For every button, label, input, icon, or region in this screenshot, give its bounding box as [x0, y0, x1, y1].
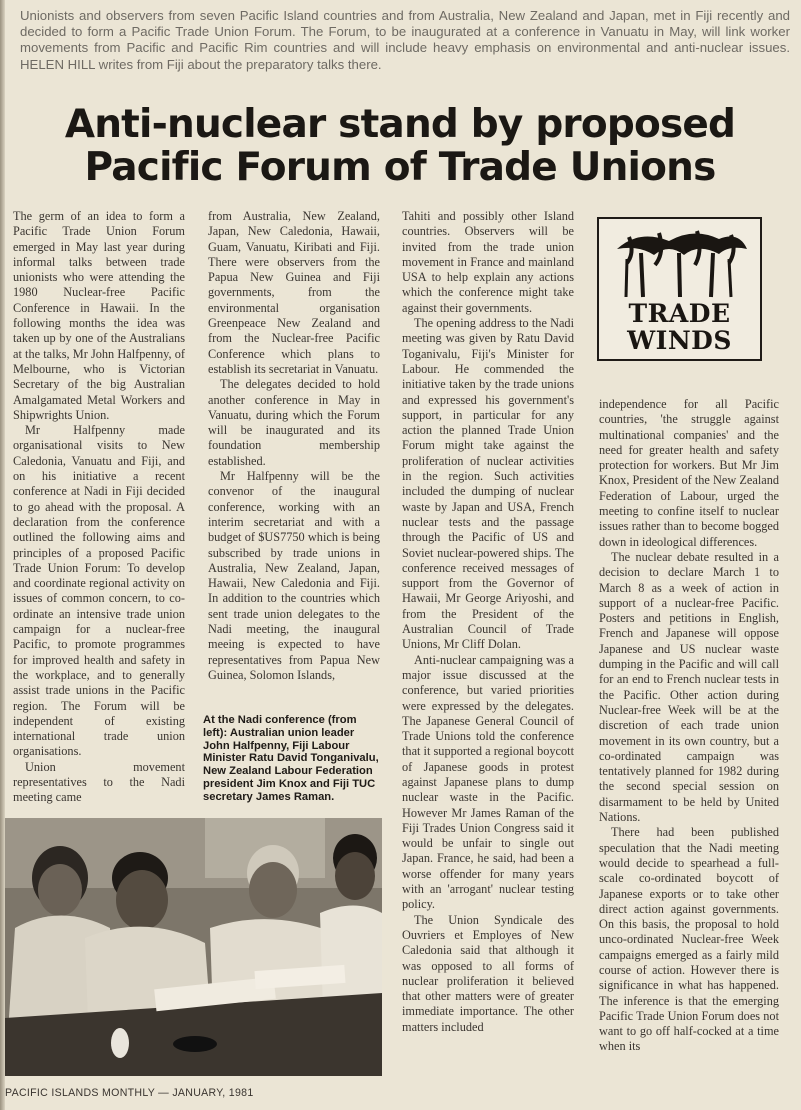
article-column-1: [13, 209, 185, 806]
article-column-3: [402, 209, 574, 1035]
logo-line-1: TRADE: [628, 299, 731, 328]
headline-line-1: Anti-nuclear stand by proposed: [64, 102, 736, 147]
article-column-2: [208, 209, 380, 683]
paragraph: from Australia, New Zealand, Japan, New Caledonia, Hawaii, Guam, Vanuatu, Kiribati and Fiji. There were observers from the Papua New Guinea and Fiji governments, from the environmental organisation Greenpeace New Zealand and from the Nuclear-free Pacific Conference which plans to establish its secretariat in Vanuatu.: [208, 209, 380, 376]
article-headline: [20, 103, 780, 189]
paragraph: There had been published speculation that the Nadi meeting would decide to spearhead a full-scale co-ordinated boycott of Japanese exports or to take other direct action against governments. On this basis, the proposal to hold unco-ordinated Nuclear-free Week campaigns emerged as a fairly mild course of action. However there is significance in what has happened. The inference is that the emerging Pacific Trade Union Forum does not want to go off half-cocked at a time when its: [599, 825, 779, 1054]
article-standfirst: Unionists and observers from seven Pacific Island countries and from Australia, New Zealand and Japan, met in Fiji recently and decided to form a Pacific Trade Union Forum. The Forum, to be inaugurated at a conference in Vanuatu in May, will link worker movements from Pacific and Pacific Rim countries and will include heavy emphasis on environmental and anti-nuclear issues. HELEN HILL writes from Fiji about the preparatory talks there.: [20, 8, 790, 72]
palm-trees-icon: [599, 219, 760, 304]
headline-line-2: Pacific Forum of Trade Unions: [84, 145, 716, 190]
conference-photo-image: [5, 818, 382, 1076]
paragraph: Anti-nuclear campaigning was a major issue discussed at the conference, but varied priorities were expressed by the delegates. The Japanese General Council of Trade Unions told the conference that it supported a regional boycott of Japanese goods in protest against Japanese plans to dump nuclear waste in the Pacific. However Mr James Raman of the Fiji Trades Union Congress said it would be unfair to single out Japan. France, he said, had been a worse offender for many years with an 'arrogant' nuclear testing policy.: [402, 652, 574, 912]
paragraph: The Union Syndicale des Ouvriers et Employes of New Caledonia said that although it was opposed to all forms of nuclear proliferation it believed that other matters were of greater immediate importance. The other matters included: [402, 912, 574, 1034]
paragraph: The delegates decided to hold another conference in May in Vanuatu, during which the Forum will be inaugurated and its foundation membership established.: [208, 377, 380, 468]
conference-photo: [5, 818, 382, 1076]
photo-caption: At the Nadi conference (from left): Australian union leader John Halfpenny, Fiji Labour Minister Ratu David Tonganivalu, New Zealand Labour Federation president Jim Knox and Fiji TUC secretary James Raman.: [203, 714, 379, 803]
paragraph: independence for all Pacific countries, 'the struggle against multinational companies' and the need for greater health and safety protection for workers. But Mr Jim Knox, President of the New Zealand Federation of Labour, urged the meeting to confine itself to nuclear issues rather than to become bogged down in ideological differences.: [599, 397, 779, 549]
paragraph: Union movement representatives to the Nadi meeting came: [13, 759, 185, 805]
paragraph: Tahiti and possibly other Island countries. Observers will be invited from the trade union movement in France and mainland USA to help explain any actions which the conference might take against their governments.: [402, 209, 574, 315]
paragraph: The opening address to the Nadi meeting was given by Ratu David Toganivalu, Fiji's Minister for Labour. He commended the initiative taken by the trade unions and expressed his government's support, in particular for any action the planned Trade Union Forum might take against the proliferation of nuclear activities in the region. Such activities included the dumping of nuclear waste by Japan and USA, French nuclear tests and the passage through the Pacific of US and Soviet nuclear-powered ships. The conference received messages of support from the Governor of Hawaii, Mr George Ariyoshi, and from the President of the Australian Council of Trade Unions, Mr Cliff Dolan.: [402, 316, 574, 652]
article-column-4: [599, 397, 779, 1055]
trade-winds-logo: [597, 217, 762, 361]
logo-line-2: WINDS: [627, 326, 732, 355]
paragraph: The germ of an idea to form a Pacific Trade Union Forum emerged in May last year during informal talks between trade unionists who were attending the 1980 Nuclear-free Pacific Conference in Hawaii. In the following months the idea was taken up by one of the Australians at the talks, Mr John Halfpenny, of Melbourne, who is Victorian Secretary of the big Australian Amalgamated Metal Workers and Shipwrights Union.: [13, 209, 185, 422]
paragraph: Mr Halfpenny will be the convenor of the inaugural conference, working with an interim secretariat and with a budget of $US7750 which is being subscribed by trade unions in Australia, New Zealand, Japan, Hawaii, New Caledonia and Fiji. In addition to the countries which sent trade union delegates to the Nadi meeting, the inaugural meeing is expected to have representatives from Papua New Guinea, Solomon Islands,: [208, 469, 380, 682]
page-footer: PACIFIC ISLANDS MONTHLY — JANUARY, 1981: [5, 1087, 254, 1099]
paragraph: Mr Halfpenny made organisational visits to New Caledonia, Vanuatu and Fiji, and on his initiative a recent conference at Nadi in Fiji decided to go ahead with the proposal. A declaration from the conference outlined the following aims and principles of a proposed Pacific Trade Union Forum: To develop and coordinate regional activity on issues of common concern, to co-ordinate an intensive trade union campaign for a nuclear-free Pacific, to promote programmes for improved health and safety in the workplace, and to generally assist trade unions in the Pacific region. The Forum will be independent of existing international trade union organisations.: [13, 423, 185, 759]
paragraph: The nuclear debate resulted in a decision to declare March 1 to March 8 as a week of action in support of a nuclear-free Pacific. Posters and petitions in English, French and Japanese will oppose Japanese and US nuclear waste dumping in the Pacific and will call for an end to French nuclear tests in the Pacific. Other action during Nuclear-free Week will be at the discretion of each trade union movement in its own country, but a co-ordinated campaign was tentatively planned for 1982 during the second special session on disarmament to be held by United Nations.: [599, 549, 779, 825]
